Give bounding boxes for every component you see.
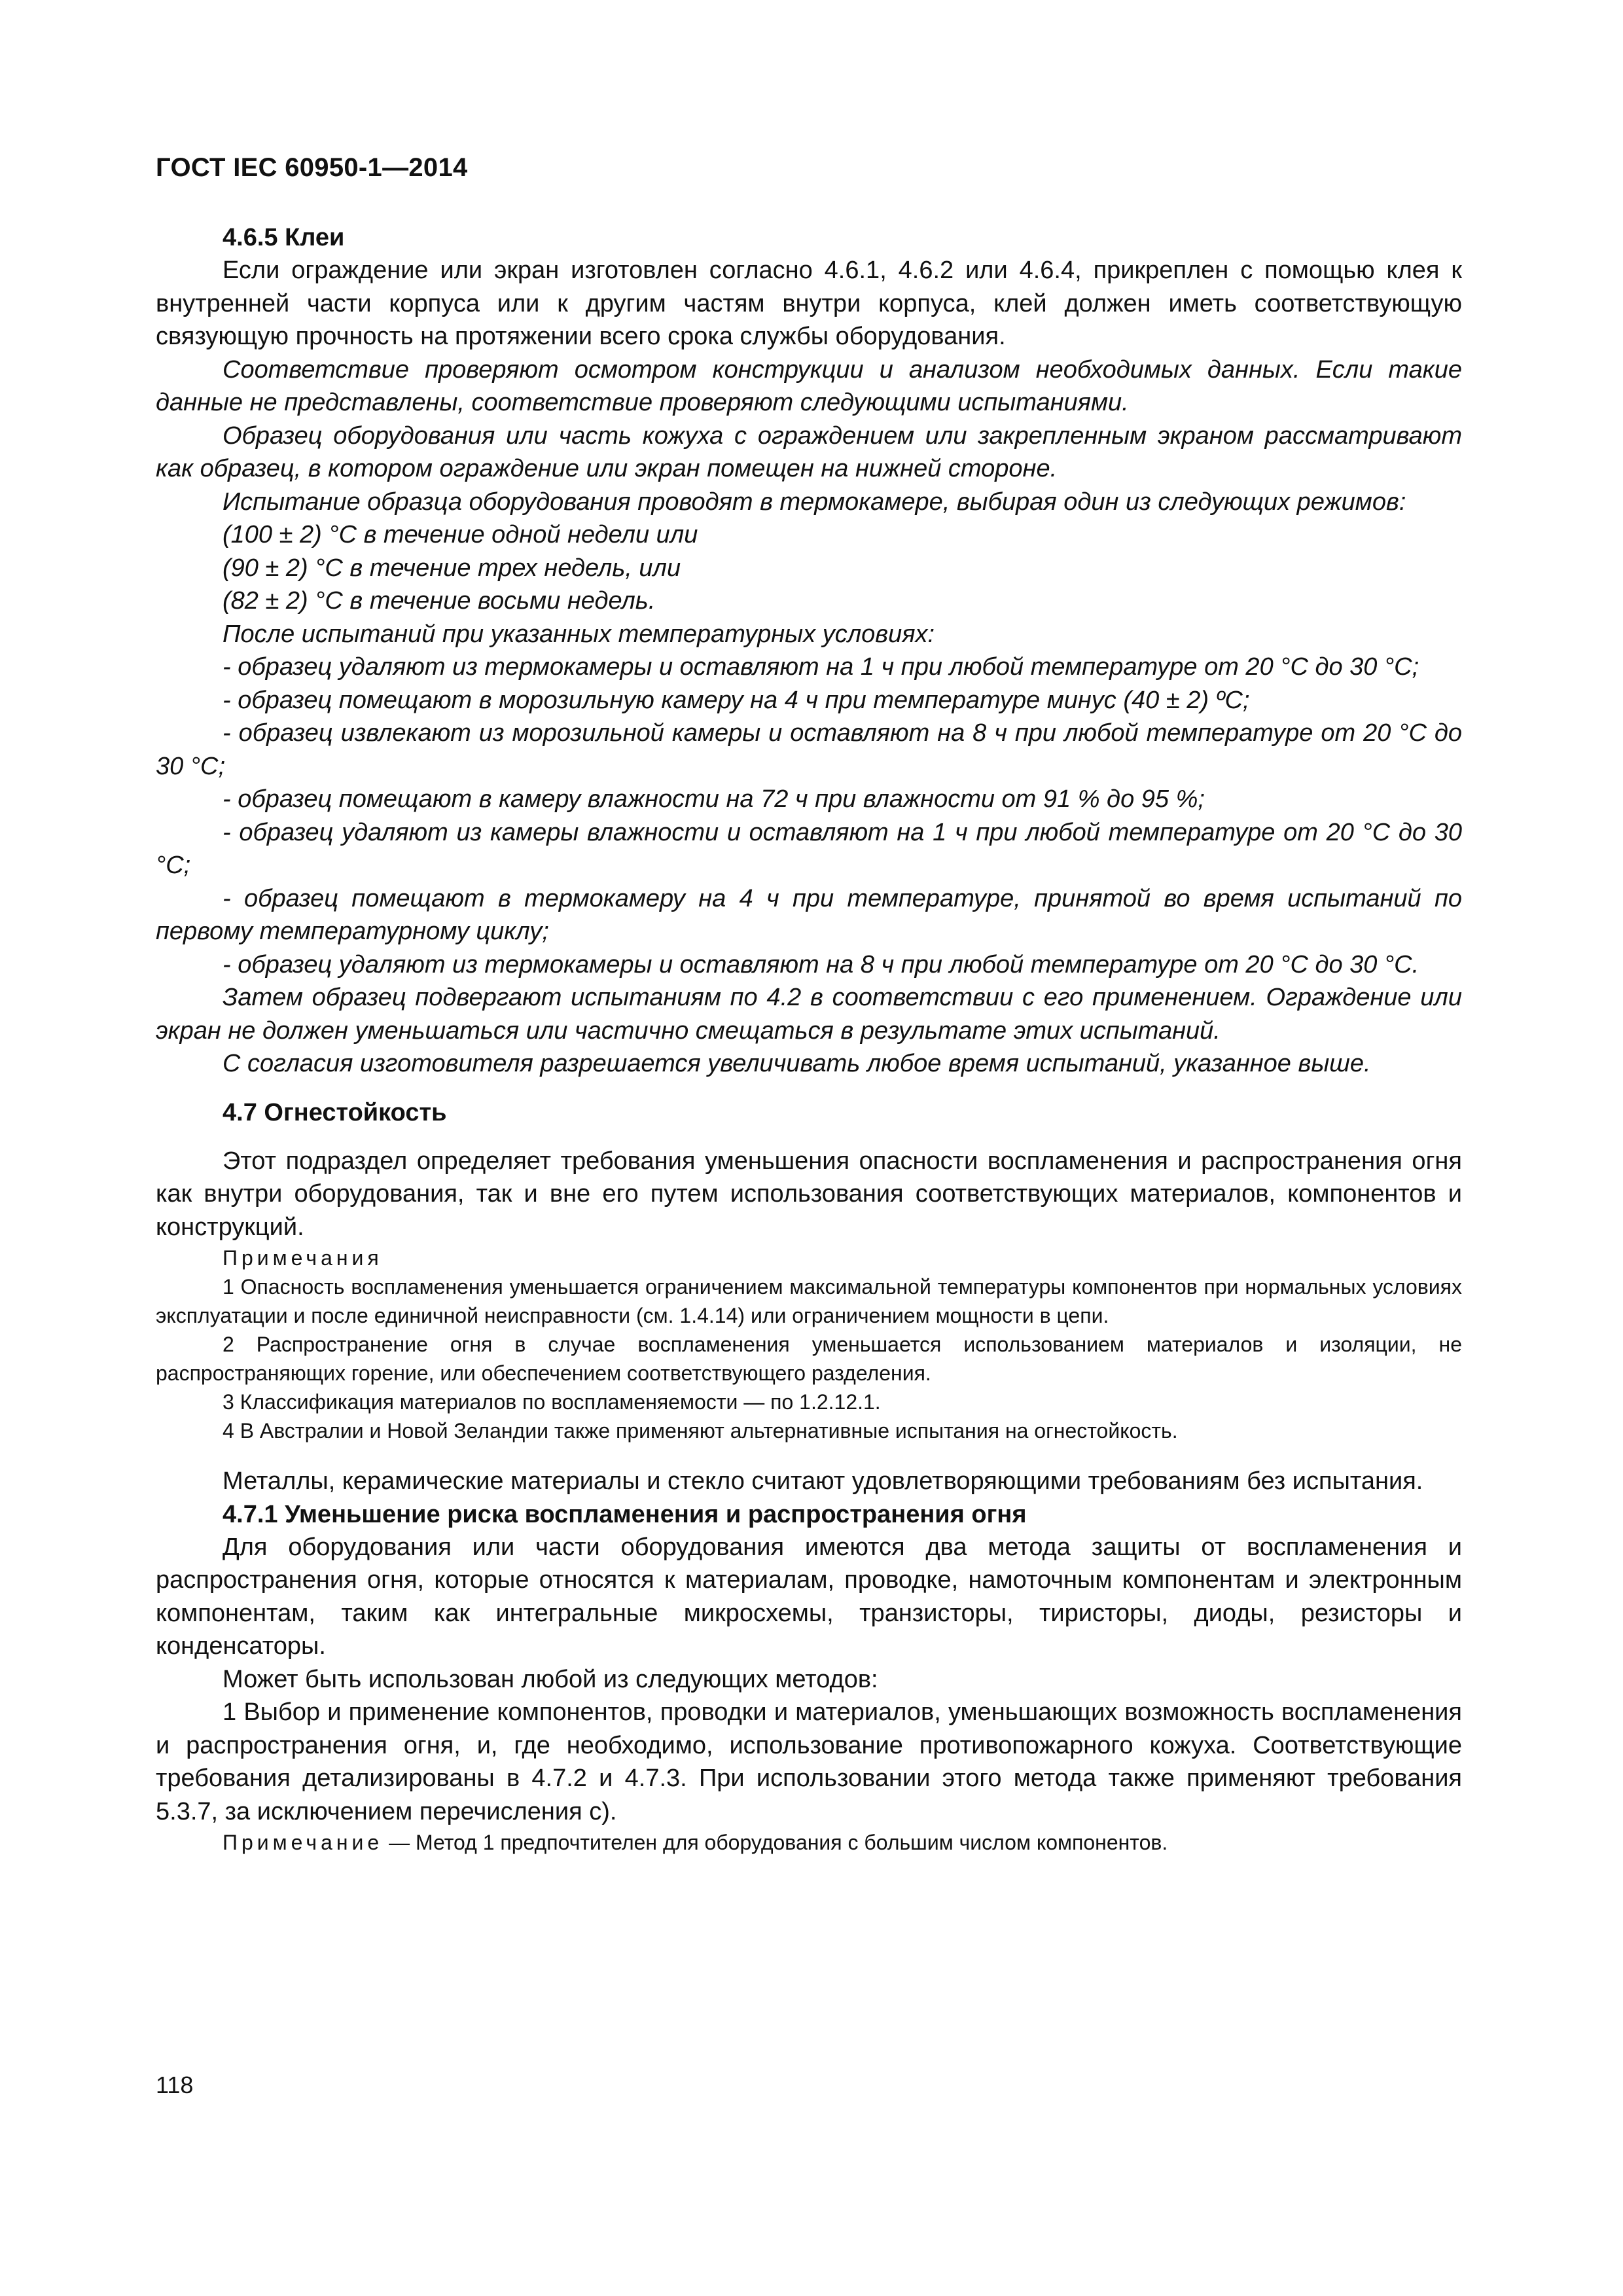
paragraph-italic: Соответствие проверяют осмотром конструкции и анализом необходимых данных. Если такие данные не представлены, соответствие проверяют следующими испытаниями. xyxy=(156,355,1462,416)
test-mode-item: (100 ± 2) °С в течение одной недели или xyxy=(223,521,698,548)
note-label: Примечание xyxy=(223,1831,383,1854)
note-item: 4 В Австралии и Новой Зеландии также применяют альтернативные испытания на огнестойкость. xyxy=(223,1419,1178,1443)
test-step-item: - образец помещают в морозильную камеру на 4 ч при температуре минус (40 ± 2) ºС; xyxy=(223,686,1250,714)
test-step-item: - образец удаляют из камеры влажности и оставляют на 1 ч при любой температуре от 20 °С до 30 °С; xyxy=(156,818,1462,879)
paragraph: Может быть использован любой из следующих методов: xyxy=(223,1665,878,1693)
heading-4-7-1: 4.7.1 Уменьшение риска воспламенения и распространения огня xyxy=(223,1500,1027,1528)
paragraph-italic: С согласия изготовителя разрешается увеличивать любое время испытаний, указанное выше. xyxy=(223,1050,1371,1077)
test-step-item: - образец удаляют из термокамеры и оставляют на 1 ч при любой температуре от 20 °С до 30 °С; xyxy=(223,653,1419,681)
paragraph: Для оборудования или части оборудования имеются два метода защиты от воспламенения и распространения огня, которые относятся к материалам, проводке, намоточным компонентам и электронным компонентам, таким как интегральные микросхемы, транзисторы, тиристоры, диоды, резисторы и конденсаторы. xyxy=(156,1533,1462,1660)
paragraph: 1 Выбор и применение компонентов, проводки и материалов, уменьшающих возможность воспламенения и распространения огня, и, где необходимо, использование противопожарного кожуха. Соответствующие требования детализированы в 4.7.2 и 4.7.3. При использовании этого метода также применяют требования 5.3.7, за исключением перечисления с). xyxy=(156,1698,1462,1825)
paragraph-italic: Образец оборудования или часть кожуха с ограждением или закрепленным экраном рассматривают как образец, в котором ограждение или экран помещен на нижней стороне. xyxy=(156,422,1462,482)
paragraph: Этот подраздел определяет требования уменьшения опасности воспламенения и распространения огня как внутри оборудования, так и вне его путем использования соответствующих материалов, компонентов и конструкций. xyxy=(156,1147,1462,1241)
note-text: — Метод 1 предпочтителен для оборудования с большим числом компонентов. xyxy=(383,1831,1168,1854)
test-step-item: - образец помещают в термокамеру на 4 ч при температуре, принятой во время испытаний по первому температурному циклу; xyxy=(156,884,1462,945)
test-step-item: - образец помещают в камеру влажности на 72 ч при влажности от 91 % до 95 %; xyxy=(223,785,1205,813)
page-number: 118 xyxy=(156,2072,194,2098)
paragraph-italic: После испытаний при указанных температурных условиях: xyxy=(223,620,935,648)
paragraph-italic: Испытание образца оборудования проводят в термокамере, выбирая один из следующих режимов: xyxy=(223,488,1406,516)
test-step-item: - образец удаляют из термокамеры и оставляют на 8 ч при любой температуре от 20 °С до 30 °С. xyxy=(223,950,1419,978)
test-step-item: - образец извлекают из морозильной камеры и оставляют на 8 ч при любой температуре от 20 °С до 30 °С; xyxy=(156,719,1462,780)
note-item: 1 Опасность воспламенения уменьшается ограничением максимальной температуры компонентов при нормальных условиях эксплуатации и после единичной неисправности (см. 1.4.14) или ограничением мощности в цепи. xyxy=(156,1275,1462,1327)
paragraph: Металлы, керамические материалы и стекло считают удовлетворяющими требованиям без испытания. xyxy=(223,1467,1423,1495)
note-item: 3 Классификация материалов по воспламеняемости — по 1.2.12.1. xyxy=(223,1390,881,1414)
notes-title: Примечания xyxy=(223,1246,383,1270)
test-mode-item: (90 ± 2) °С в течение трех недель, или xyxy=(223,554,681,582)
page-content xyxy=(156,221,1462,1857)
heading-4-7: 4.7 Огнестойкость xyxy=(223,1098,447,1126)
test-mode-item: (82 ± 2) °С в течение восьми недель. xyxy=(223,587,656,615)
paragraph: Если ограждение или экран изготовлен согласно 4.6.1, 4.6.2 или 4.6.4, прикреплен с помощью клея к внутренней части корпуса или к другим частям внутри корпуса, клей должен иметь соответствующую связующую прочность на протяжении всего срока службы оборудования. xyxy=(156,257,1462,350)
paragraph-italic: Затем образец подвергают испытаниям по 4.2 в соответствии с его применением. Ограждение или экран не должен уменьшаться или частично смещаться в результате этих испытаний. xyxy=(156,984,1462,1045)
single-note xyxy=(156,1828,1462,1857)
running-header: ГОСТ IEC 60950-1—2014 xyxy=(156,153,468,182)
heading-4-6-5: 4.6.5 Клеи xyxy=(223,224,345,251)
note-item: 2 Распространение огня в случае воспламенения уменьшается использованием материалов и изоляции, не распространяющих горение, или обеспечением соответствующего разделения. xyxy=(156,1333,1462,1385)
